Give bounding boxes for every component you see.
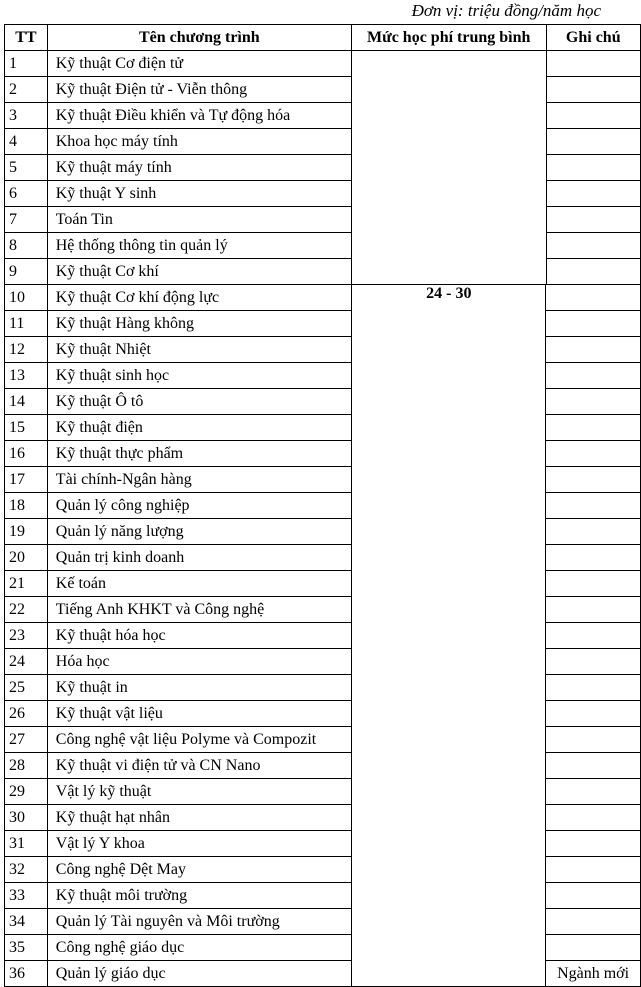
row-number: 4 [5,129,48,155]
row-note [546,337,641,363]
program-name: Công nghệ Dệt May [47,857,352,883]
row-number: 7 [5,207,48,233]
row-note [546,363,641,389]
table-header-row [5,25,641,51]
table-row [5,623,641,649]
table-row [5,363,641,389]
program-name: Kỹ thuật Cơ điện tử [47,51,351,77]
row-note [546,545,641,571]
program-name: Kỹ thuật Điện tử - Viễn thông [47,77,351,103]
program-name: Quản lý năng lượng [47,519,352,545]
table-row [5,389,641,415]
row-number: 36 [5,961,48,987]
table-row [5,415,641,441]
row-note [546,675,641,701]
row-note [546,493,641,519]
program-name: Kế toán [47,571,352,597]
row-note [546,285,641,311]
row-note [546,597,641,623]
header-program: Tên chương trình [47,25,351,51]
row-number: 25 [5,675,48,701]
tuition-table-part-2 [4,284,641,987]
program-name: Kỹ thuật in [47,675,352,701]
table-row [5,519,641,545]
program-name: Kỹ thuật sinh học [47,363,352,389]
fee-cell-empty [351,51,546,285]
program-name: Quản lý giáo dục [47,961,352,987]
program-name: Kỹ thuật máy tính [47,155,351,181]
row-number: 6 [5,181,48,207]
row-number: 12 [5,337,48,363]
table-row [5,441,641,467]
row-number: 27 [5,727,48,753]
table-row [5,883,641,909]
row-note [546,233,641,259]
row-note [546,155,641,181]
program-name: Kỹ thuật vi điện tử và CN Nano [47,753,352,779]
row-number: 31 [5,831,48,857]
row-number: 21 [5,571,48,597]
table-row [5,831,641,857]
program-name: Kỹ thuật Điều khiển và Tự động hóa [47,103,351,129]
program-name: Hóa học [47,649,352,675]
row-note [546,259,641,285]
program-name: Hệ thống thông tin quản lý [47,233,351,259]
row-note [546,207,641,233]
row-note [546,727,641,753]
table-row [5,337,641,363]
table-row [5,77,641,103]
row-note [546,129,641,155]
row-note [546,441,641,467]
table-row [5,311,641,337]
fee-value: 24 - 30 [352,285,546,987]
header-tt: TT [5,25,48,51]
program-name: Kỹ thuật Ô tô [47,389,352,415]
table-row [5,155,641,181]
program-name: Kỹ thuật hóa học [47,623,352,649]
program-name: Khoa học máy tính [47,129,351,155]
row-note [546,77,641,103]
header-fee: Mức học phí trung bình [351,25,546,51]
row-note [546,311,641,337]
row-note [546,883,641,909]
row-number: 33 [5,883,48,909]
table-row [5,233,641,259]
program-name: Kỹ thuật điện [47,415,352,441]
row-number: 26 [5,701,48,727]
row-note: Ngành mới [546,961,641,987]
table-row [5,207,641,233]
row-note [546,857,641,883]
row-note [546,753,641,779]
row-note [546,649,641,675]
row-number: 10 [5,285,48,311]
program-name: Toán Tin [47,207,351,233]
program-name: Tài chính-Ngân hàng [47,467,352,493]
program-name: Quản lý công nghiệp [47,493,352,519]
table-row [5,545,641,571]
table-row [5,129,641,155]
table-row [5,909,641,935]
table-row [5,961,641,987]
row-note [546,519,641,545]
row-number: 16 [5,441,48,467]
table-row [5,675,641,701]
row-number: 13 [5,363,48,389]
row-number: 17 [5,467,48,493]
program-name: Quản trị kinh doanh [47,545,352,571]
tuition-table-part-1 [4,24,641,285]
row-number: 24 [5,649,48,675]
program-name: Kỹ thuật môi trường [47,883,352,909]
row-number: 3 [5,103,48,129]
table-row [5,649,641,675]
table-row [5,467,641,493]
program-name: Quản lý Tài nguyên và Môi trường [47,909,352,935]
table-row [5,493,641,519]
table-row [5,857,641,883]
table-row [5,779,641,805]
program-name: Công nghệ giáo dục [47,935,352,961]
row-number: 22 [5,597,48,623]
row-number: 2 [5,77,48,103]
row-number: 19 [5,519,48,545]
row-note [546,779,641,805]
row-number: 30 [5,805,48,831]
program-name: Kỹ thuật thực phẩm [47,441,352,467]
row-number: 23 [5,623,48,649]
unit-note: Đơn vị: triệu đồng/năm học [411,1,601,20]
program-name: Tiếng Anh KHKT và Công nghệ [47,597,352,623]
row-number: 32 [5,857,48,883]
table-row [5,285,641,311]
row-note [546,103,641,129]
table-row [5,805,641,831]
program-name: Vật lý kỹ thuật [47,779,352,805]
row-note [546,701,641,727]
header-note: Ghi chú [546,25,641,51]
row-note [546,389,641,415]
program-name: Công nghệ vật liệu Polyme và Compozit [47,727,352,753]
table-row [5,597,641,623]
row-note [546,831,641,857]
row-number: 9 [5,259,48,285]
row-number: 20 [5,545,48,571]
table-row [5,259,641,285]
table-row [5,181,641,207]
row-note [546,623,641,649]
row-number: 28 [5,753,48,779]
program-name: Kỹ thuật Cơ khí [47,259,351,285]
row-number: 1 [5,51,48,77]
row-number: 15 [5,415,48,441]
table-row [5,51,641,77]
program-name: Kỹ thuật Cơ khí động lực [47,285,352,311]
row-number: 11 [5,311,48,337]
table-row [5,727,641,753]
row-note [546,571,641,597]
table-row [5,103,641,129]
program-name: Kỹ thuật vật liệu [47,701,352,727]
row-note [546,467,641,493]
row-number: 18 [5,493,48,519]
table-row [5,571,641,597]
table-row [5,753,641,779]
row-number: 29 [5,779,48,805]
program-name: Kỹ thuật Y sinh [47,181,351,207]
row-number: 14 [5,389,48,415]
row-note [546,805,641,831]
program-name: Kỹ thuật Nhiệt [47,337,352,363]
row-note [546,51,641,77]
row-number: 34 [5,909,48,935]
table-row [5,935,641,961]
row-note [546,909,641,935]
table-row [5,701,641,727]
row-number: 35 [5,935,48,961]
row-number: 5 [5,155,48,181]
program-name: Vật lý Y khoa [47,831,352,857]
row-note [546,181,641,207]
row-note [546,415,641,441]
row-note [546,935,641,961]
row-number: 8 [5,233,48,259]
program-name: Kỹ thuật Hàng không [47,311,352,337]
program-name: Kỹ thuật hạt nhân [47,805,352,831]
